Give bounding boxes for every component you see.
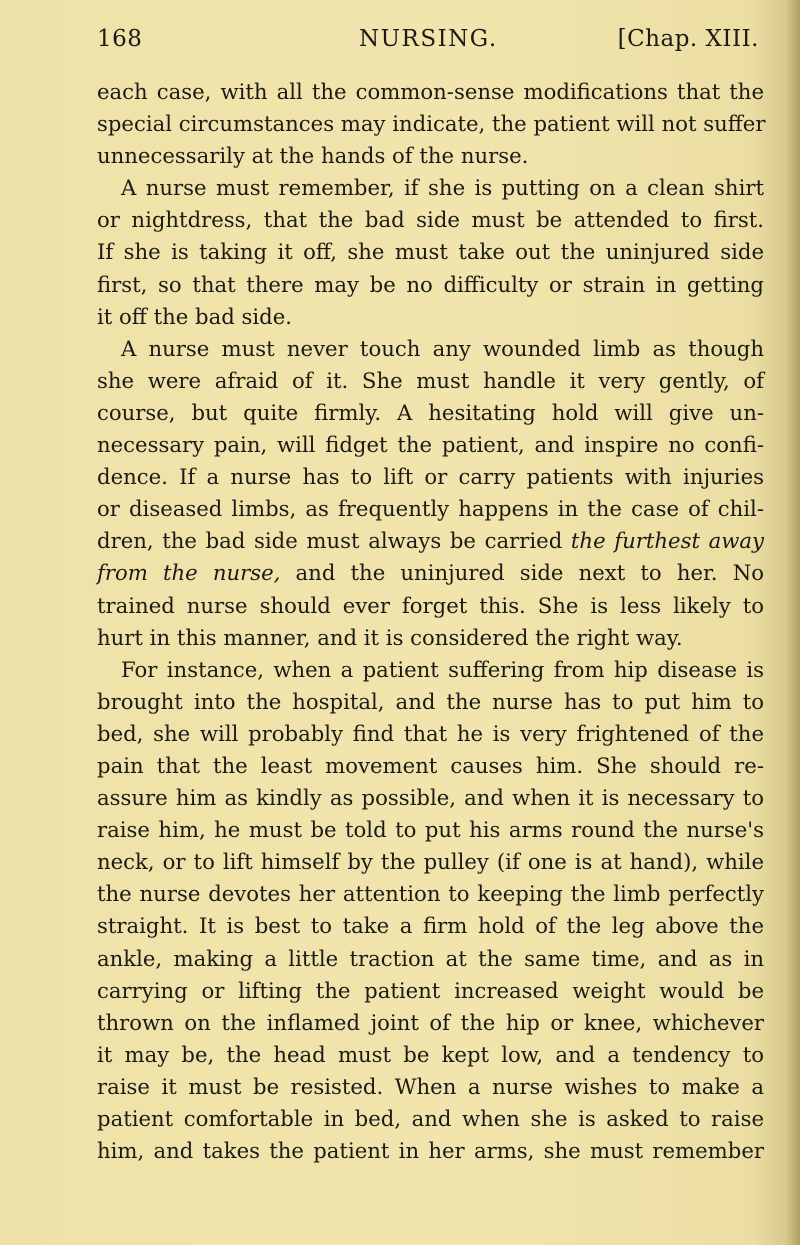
text-line: thrown on the inflamed joint of the hip or knee, whichever (97, 1009, 764, 1035)
text-line: pain that the least movement causes him. She should re- (97, 752, 764, 778)
text-line (97, 557, 764, 589)
text-line: she were afraid of it. She must handle it very gently, of (97, 367, 764, 393)
text-line: trained nurse should ever forget this. She is less likely to (97, 592, 764, 618)
text-line: hurt in this manner, and it is considered the right way. (97, 624, 683, 650)
text-line: raise him, he must be told to put his arms round the nurse's (97, 817, 764, 843)
chapter-reference: [Chap. XIII. (617, 26, 759, 52)
running-title: NURSING. (359, 26, 498, 52)
italic-emphasis: from the nurse, (97, 560, 281, 586)
text-line (97, 525, 764, 557)
text-line: patient comfortable in bed, and when she is asked to raise (97, 1106, 764, 1131)
body-text (97, 76, 764, 1167)
text-line: unnecessarily at the hands of the nurse. (97, 143, 529, 169)
text-line: brought into the hospital, and the nurse has to put him to (97, 688, 764, 714)
text-line: each case, with all the common-sense modifications that the (97, 79, 764, 104)
text-line: A nurse must never touch any wounded limb as though (121, 335, 764, 361)
text-line: dence. If a nurse has to lift or carry patients with injuries (97, 464, 764, 490)
text-line: carrying or lifting the patient increased weight would be (97, 977, 764, 1003)
text-line: him, and takes the patient in her arms, she must remember (97, 1138, 764, 1164)
page-edge-shadow (786, 0, 800, 1245)
text-line: or diseased limbs, as frequently happens in the case of chil- (97, 496, 764, 522)
text-line: first, so that there may be no difficulty or strain in getting (97, 271, 764, 297)
text-line: it off the bad side. (97, 303, 292, 329)
text-line: ankle, making a little traction at the same time, and as in (97, 945, 764, 971)
text-line: it may be, the head must be kept low, and a tendency to (97, 1041, 764, 1067)
text-line: neck, or to lift himself by the pulley (if one is at hand), while (97, 849, 764, 875)
text-line: necessary pain, will fidget the patient, and inspire no confi- (97, 432, 764, 458)
text-line: raise it must be resisted. When a nurse wishes to make a (97, 1073, 764, 1099)
text-line: bed, she will probably find that he is very frightened of the (97, 720, 764, 746)
text-line: straight. It is best to take a firm hold of the leg above the (97, 913, 764, 939)
page-number: 168 (97, 26, 143, 52)
text-line: For instance, when a patient suffering from hip disease is (121, 656, 764, 682)
text-line: special circumstances may indicate, the patient will not suffer (97, 111, 766, 137)
text-line: A nurse must remember, if she is putting on a clean shirt (121, 175, 764, 201)
text-line: assure him as kindly as possible, and when it is necessary to (97, 785, 764, 811)
text-line: the nurse devotes her attention to keeping the limb perfectly (97, 881, 764, 907)
text-line: If she is taking it off, she must take out the uninjured side (97, 239, 764, 265)
text-fragment: dren, the bad side must always be carried (97, 528, 571, 554)
running-header (97, 26, 759, 60)
text-fragment: and the uninjured side next to her. No (280, 560, 764, 586)
text-line: or nightdress, that the bad side must be attended to first. (97, 207, 764, 233)
italic-emphasis: the furthest away (570, 528, 764, 554)
text-line: course, but quite firmly. A hesitating hold will give un- (97, 399, 764, 425)
